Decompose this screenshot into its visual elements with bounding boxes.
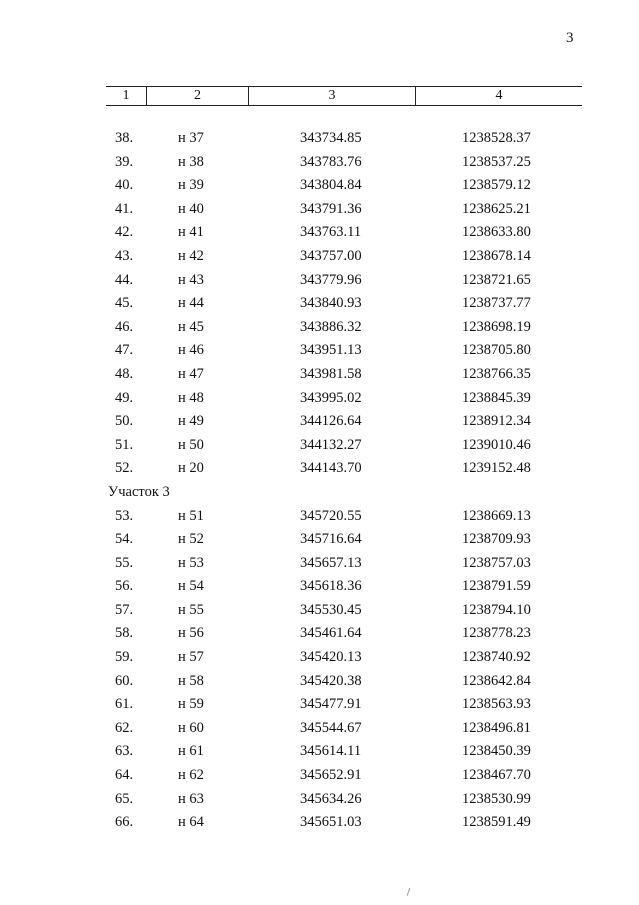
row-number: 55. <box>115 554 134 571</box>
row-number: 48. <box>115 365 134 382</box>
y-coordinate: 1238642.84 <box>462 672 531 689</box>
table-row <box>0 220 639 244</box>
y-coordinate: 1238737.77 <box>462 295 531 312</box>
row-number: 62. <box>115 719 134 736</box>
table-row <box>0 645 639 669</box>
y-coordinate: 1238579.12 <box>462 177 531 194</box>
x-coordinate: 345420.13 <box>300 649 362 666</box>
x-coordinate: 343763.11 <box>300 224 362 241</box>
point-label: н 56 <box>178 625 204 642</box>
row-number: 57. <box>115 601 134 618</box>
y-coordinate: 1238705.80 <box>462 342 531 359</box>
table-row <box>0 810 639 834</box>
table-row <box>0 527 639 551</box>
row-number: 53. <box>115 507 134 524</box>
x-coordinate: 345618.36 <box>300 578 362 595</box>
y-coordinate: 1238698.19 <box>462 318 531 335</box>
row-number: 46. <box>115 318 134 335</box>
column-header-3: 3 <box>249 87 416 105</box>
table-row <box>0 150 639 174</box>
x-coordinate: 343995.02 <box>300 389 362 406</box>
y-coordinate: 1239152.48 <box>462 460 531 477</box>
row-number: 65. <box>115 790 134 807</box>
table-row <box>0 362 639 386</box>
x-coordinate: 344126.64 <box>300 413 362 430</box>
coordinate-table-body <box>0 126 639 834</box>
point-label: н 51 <box>178 507 204 524</box>
table-row <box>0 763 639 787</box>
x-coordinate: 345530.45 <box>300 601 362 618</box>
point-label: н 61 <box>178 743 204 760</box>
y-coordinate: 1238721.65 <box>462 271 531 288</box>
x-coordinate: 345657.13 <box>300 554 362 571</box>
table-row <box>0 386 639 410</box>
table-header <box>106 86 582 106</box>
y-coordinate: 1238537.25 <box>462 153 531 170</box>
row-number: 58. <box>115 625 134 642</box>
table-row <box>0 716 639 740</box>
y-coordinate: 1238563.93 <box>462 696 531 713</box>
row-number: 47. <box>115 342 134 359</box>
section-label: Участок 3 <box>108 483 170 500</box>
point-label: н 47 <box>178 365 204 382</box>
table-row <box>0 598 639 622</box>
row-number: 50. <box>115 413 134 430</box>
point-label: н 40 <box>178 200 204 217</box>
x-coordinate: 345651.03 <box>300 814 362 831</box>
table-row <box>0 244 639 268</box>
y-coordinate: 1238757.03 <box>462 554 531 571</box>
row-number: 54. <box>115 531 134 548</box>
y-coordinate: 1238633.80 <box>462 224 531 241</box>
row-number: 38. <box>115 130 134 146</box>
point-label: н 45 <box>178 318 204 335</box>
x-coordinate: 343804.84 <box>300 177 362 194</box>
point-label: н 55 <box>178 601 204 618</box>
point-label: н 63 <box>178 790 204 807</box>
table-row <box>0 126 639 150</box>
row-number: 59. <box>115 649 134 666</box>
column-header-4: 4 <box>495 88 503 103</box>
x-coordinate: 343779.96 <box>300 271 362 288</box>
point-label: н 60 <box>178 719 204 736</box>
x-coordinate: 343951.13 <box>300 342 362 359</box>
y-coordinate: 1238791.59 <box>462 578 531 595</box>
point-label: н 50 <box>178 436 204 453</box>
point-label: н 49 <box>178 413 204 430</box>
table-row <box>0 197 639 221</box>
row-number: 66. <box>115 814 134 831</box>
point-label: н 53 <box>178 554 204 571</box>
x-coordinate: 344143.70 <box>300 460 362 477</box>
point-label: н 58 <box>178 672 204 689</box>
x-coordinate: 343886.32 <box>300 318 362 335</box>
y-coordinate: 1238450.39 <box>462 743 531 760</box>
y-coordinate: 1238794.10 <box>462 601 531 618</box>
row-number: 51. <box>115 436 134 453</box>
point-label: н 43 <box>178 271 204 288</box>
x-coordinate: 345652.91 <box>300 767 362 784</box>
table-row <box>0 692 639 716</box>
table-row <box>0 456 639 480</box>
point-label: н 46 <box>178 342 204 359</box>
point-label: н 64 <box>178 814 204 831</box>
y-coordinate: 1238496.81 <box>462 719 531 736</box>
table-row <box>0 739 639 763</box>
row-number: 40. <box>115 177 134 194</box>
y-coordinate: 1238678.14 <box>462 247 531 264</box>
x-coordinate: 345544.67 <box>300 719 362 736</box>
x-coordinate: 343981.58 <box>300 365 362 382</box>
table-row <box>0 621 639 645</box>
page-number: 3 <box>566 30 574 46</box>
y-coordinate: 1238740.92 <box>462 649 531 666</box>
row-number: 45. <box>115 295 134 312</box>
x-coordinate: 345420.38 <box>300 672 362 689</box>
y-coordinate: 1238528.37 <box>462 130 531 146</box>
row-number: 64. <box>115 767 134 784</box>
y-coordinate: 1238625.21 <box>462 200 531 217</box>
x-coordinate: 345461.64 <box>300 625 362 642</box>
y-coordinate: 1239010.46 <box>462 436 531 453</box>
point-label: н 54 <box>178 578 204 595</box>
point-label: н 48 <box>178 389 204 406</box>
table-row <box>0 409 639 433</box>
row-number: 44. <box>115 271 134 288</box>
table-row <box>0 173 639 197</box>
x-coordinate: 345720.55 <box>300 507 362 524</box>
point-label: н 44 <box>178 295 204 312</box>
x-coordinate: 343783.76 <box>300 153 362 170</box>
point-label: н 37 <box>178 130 204 146</box>
row-number: 61. <box>115 696 134 713</box>
x-coordinate: 343791.36 <box>300 200 362 217</box>
row-number: 63. <box>115 743 134 760</box>
table-row <box>0 338 639 362</box>
y-coordinate: 1238669.13 <box>462 507 531 524</box>
x-coordinate: 343840.93 <box>300 295 362 312</box>
y-coordinate: 1238709.93 <box>462 531 531 548</box>
y-coordinate: 1238530.99 <box>462 790 531 807</box>
table-row <box>0 268 639 292</box>
x-coordinate: 344132.27 <box>300 436 362 453</box>
column-header-2: 2 <box>147 87 249 105</box>
x-coordinate: 345477.91 <box>300 696 362 713</box>
row-number: 42. <box>115 224 134 241</box>
table-row <box>0 551 639 575</box>
point-label: н 52 <box>178 531 204 548</box>
row-number: 56. <box>115 578 134 595</box>
point-label: н 38 <box>178 153 204 170</box>
table-row <box>0 433 639 457</box>
row-number: 52. <box>115 460 134 477</box>
row-number: 41. <box>115 200 134 217</box>
table-row <box>0 669 639 693</box>
point-label: н 59 <box>178 696 204 713</box>
point-label: н 62 <box>178 767 204 784</box>
x-coordinate: 345716.64 <box>300 531 362 548</box>
section-heading <box>0 480 639 504</box>
y-coordinate: 1238467.70 <box>462 767 531 784</box>
table-row <box>0 504 639 528</box>
y-coordinate: 1238912.34 <box>462 413 531 430</box>
y-coordinate: 1238591.49 <box>462 814 531 831</box>
row-number: 60. <box>115 672 134 689</box>
row-number: 39. <box>115 153 134 170</box>
x-coordinate: 343757.00 <box>300 247 362 264</box>
row-number: 49. <box>115 389 134 406</box>
y-coordinate: 1238766.35 <box>462 365 531 382</box>
point-label: н 41 <box>178 224 204 241</box>
x-coordinate: 345634.26 <box>300 790 362 807</box>
table-row <box>0 291 639 315</box>
table-row <box>0 787 639 811</box>
y-coordinate: 1238845.39 <box>462 389 531 406</box>
table-row <box>0 574 639 598</box>
point-label: н 39 <box>178 177 204 194</box>
point-label: н 20 <box>178 460 204 477</box>
y-coordinate: 1238778.23 <box>462 625 531 642</box>
scan-speck <box>407 888 411 896</box>
x-coordinate: 343734.85 <box>300 130 362 146</box>
row-number: 43. <box>115 247 134 264</box>
table-row <box>0 315 639 339</box>
x-coordinate: 345614.11 <box>300 743 362 760</box>
point-label: н 57 <box>178 649 204 666</box>
point-label: н 42 <box>178 247 204 264</box>
column-header-1: 1 <box>106 87 147 105</box>
